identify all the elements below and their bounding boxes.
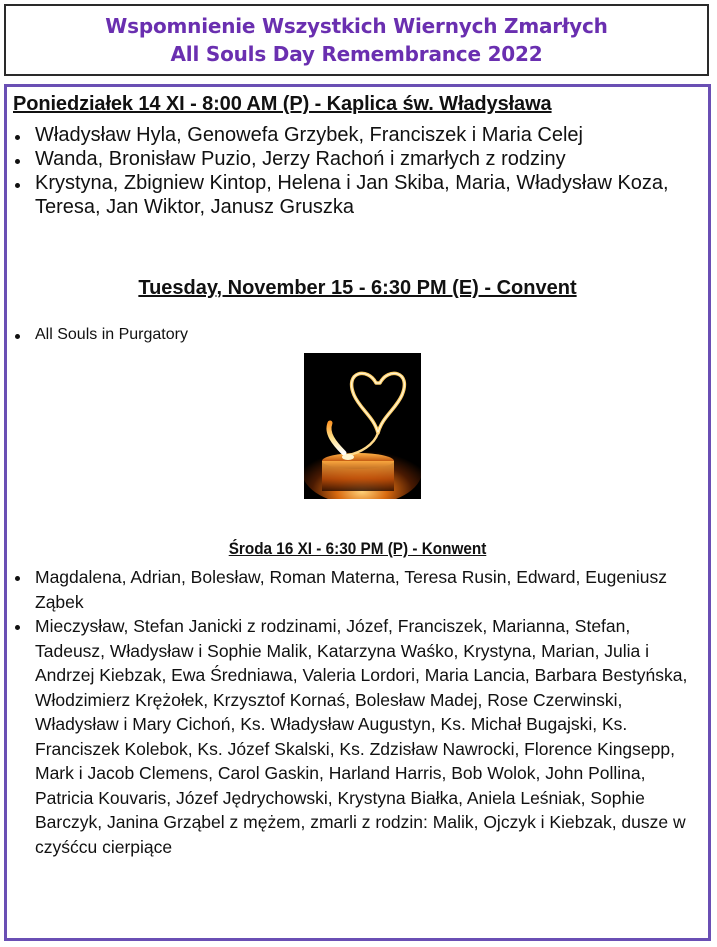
monday-list xyxy=(9,123,699,219)
tuesday-heading: Tuesday, November 15 - 6:30 PM (E) - Convent xyxy=(138,277,577,299)
title-polish: Wspomnienie Wszystkich Wiernych Zmarłych xyxy=(105,14,608,38)
list-item: Magdalena, Adrian, Bolesław, Roman Materna, Teresa Rusin, Edward, Eugeniusz Ząbek xyxy=(9,565,699,614)
list-item: Władysław Hyla, Genowefa Grzybek, Franciszek i Maria Celej xyxy=(9,123,699,147)
candle-heart-icon xyxy=(304,353,421,499)
wednesday-heading: Środa 16 XI - 6:30 PM (P) - Konwent xyxy=(228,539,487,558)
list-item: Krystyna, Zbigniew Kintop, Helena i Jan Skiba, Maria, Władysław Koza, Teresa, Jan Wiktor, Janusz Gruszka xyxy=(9,171,699,219)
list-item: Wanda, Bronisław Puzio, Jerzy Rachoń i zmarłych z rodziny xyxy=(9,147,699,171)
monday-heading: Poniedziałek 14 XI - 8:00 AM (P) - Kaplica św. Władysława xyxy=(13,93,552,115)
list-item: All Souls in Purgatory xyxy=(9,325,699,345)
title-english: All Souls Day Remembrance 2022 xyxy=(170,42,543,66)
list-item: Mieczysław, Stefan Janicki z rodzinami, Józef, Franciszek, Marianna, Stefan, Tadeusz, Władysław i Sophie Malik, Katarzyna Waśko, Krystyna, Marian, Julia i Andrzej Kiebzak, Ewa Średniawa, Valeria Lordori, Maria Lancia, Barbara Bestyńska, Włodzimierz Krężołek, Krzysztof Kornaś, Bolesław Madej, Rose Czerwinski, Władysław i Mary Cichoń, Ks. Władysław Augustyn, Ks. Michał Bugajski, Ks. Franciszek Kolebok, Ks. Józef Skalski, Ks. Zdzisław Nawrocki, Florence Kingsepp, Mark i Jacob Clemens, Carol Gaskin, Harland Harris, Bob Wolok, John Pollina, Patricia Kouvaris, Józef Jędrychowski, Krystyna Białka, Aniela Leśniak, Sophie Barczyk, Janina Grząbel z mężem, zmarli z rodzin: Malik, Ojczyk i Kiebzak, dusze w czyśćcu cierpiące xyxy=(9,614,699,859)
candle-heart-image xyxy=(304,353,421,499)
tuesday-list xyxy=(9,325,699,345)
title-box xyxy=(4,4,709,76)
wednesday-list xyxy=(9,565,699,859)
schedule-box xyxy=(4,84,711,941)
